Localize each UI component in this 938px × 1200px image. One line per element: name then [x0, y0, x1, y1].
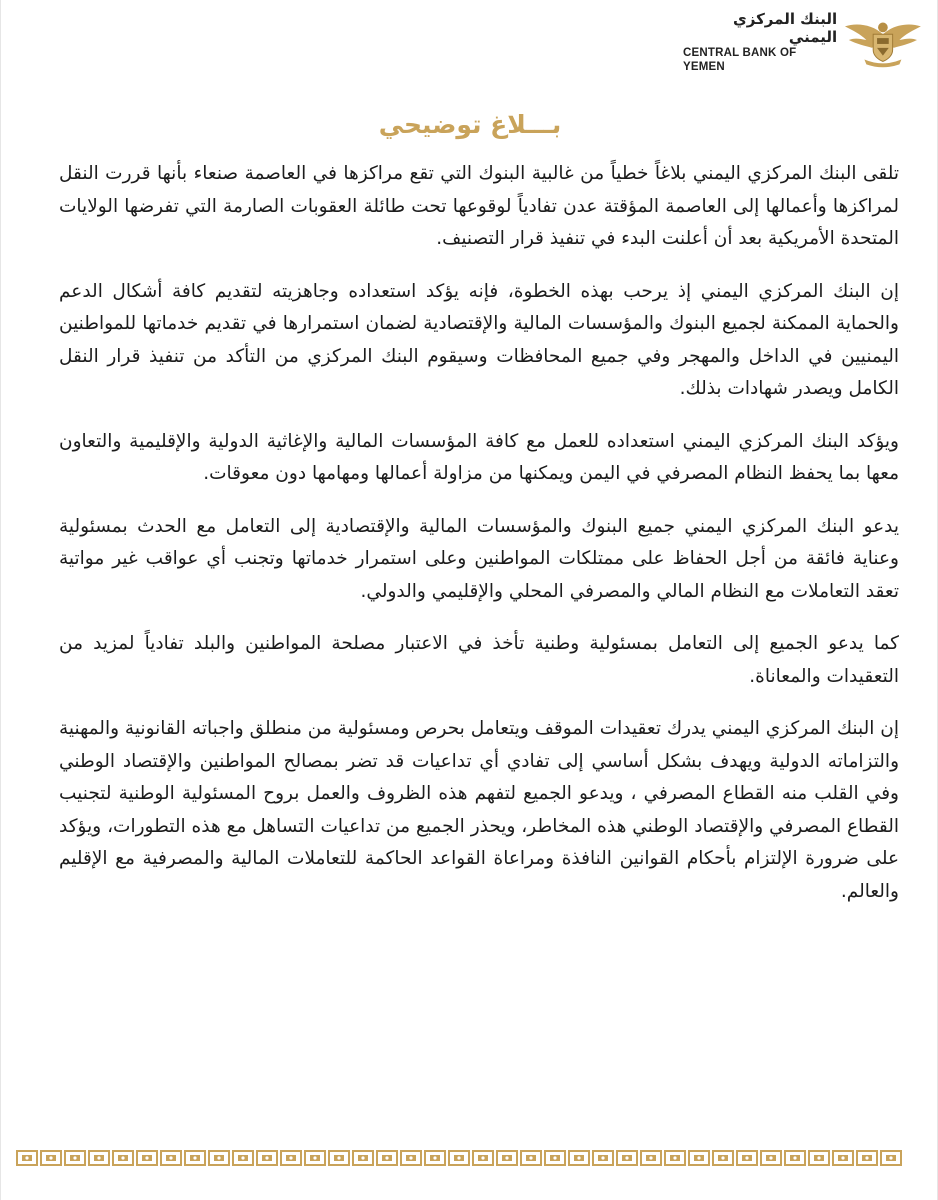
border-motif	[281, 1151, 301, 1165]
border-motif	[17, 1151, 37, 1165]
border-motif	[617, 1151, 637, 1165]
bank-name-english: CENTRAL BANK OF YEMEN	[683, 47, 797, 73]
border-motif	[257, 1151, 277, 1165]
document-body	[59, 158, 899, 928]
border-motif	[473, 1151, 493, 1165]
border-motif	[113, 1151, 133, 1165]
border-motif	[713, 1151, 733, 1165]
bank-name-arabic: البنك المركزي اليمني	[733, 10, 838, 46]
border-motif	[665, 1151, 685, 1165]
border-motif	[521, 1151, 541, 1165]
border-motif	[305, 1151, 325, 1165]
border-motif	[497, 1151, 517, 1165]
border-motif	[41, 1151, 61, 1165]
border-motif	[137, 1151, 157, 1165]
border-motif	[65, 1151, 85, 1165]
border-motif	[161, 1151, 181, 1165]
paragraph-3: ويؤكد البنك المركزي اليمني استعداده للعمل مع كافة المؤسسات المالية والإغاثية الدولية والإقليمية والتعاون معها بما يحفظ النظام المصرفي في اليمن ويمكنها من مزاولة أعمالها ومهامها دون معوقات.	[59, 430, 899, 484]
border-motif	[449, 1151, 469, 1165]
border-motif	[209, 1151, 229, 1165]
border-motif	[545, 1151, 565, 1165]
yemen-eagle-emblem-icon	[843, 16, 923, 68]
border-motif	[809, 1151, 829, 1165]
paragraph-1: تلقى البنك المركزي اليمني بلاغاً خطياً من غالبية البنوك التي تقع مراكزها في العاصمة صنعاء بأنها قررت النقل لمراكزها وأعمالها إلى العاصمة المؤقتة عدن تفادياً لوقوعها تحت طائلة العقوبات الصارمة التي تفرضها الولايات المتحدة الأمريكية بعد أن أعلنت البدء في تنفيذ قرار التصنيف.	[59, 163, 899, 249]
bank-logo-text	[683, 10, 837, 74]
border-motif	[785, 1151, 805, 1165]
border-motif	[377, 1151, 397, 1165]
border-motif	[401, 1151, 421, 1165]
border-motif	[569, 1151, 589, 1165]
border-motif	[425, 1151, 445, 1165]
border-motif	[89, 1151, 109, 1165]
ornamental-border-icon	[15, 1148, 925, 1168]
border-motif	[881, 1151, 901, 1165]
border-motif	[761, 1151, 781, 1165]
border-motif	[737, 1151, 757, 1165]
border-motif	[593, 1151, 613, 1165]
paragraph-5: كما يدعو الجميع إلى التعامل بمسئولية وطنية تأخذ في الاعتبار مصلحة المواطنين والبلد تفادياً لمزيد من التعقيدات والمعاناة.	[59, 633, 899, 687]
border-motif	[185, 1151, 205, 1165]
document-title: بـــلاغ توضيحي	[378, 110, 562, 139]
border-motif	[233, 1151, 253, 1165]
border-motif	[833, 1151, 853, 1165]
border-motif	[689, 1151, 709, 1165]
border-motif	[353, 1151, 373, 1165]
border-motif	[329, 1151, 349, 1165]
border-motif	[857, 1151, 877, 1165]
paragraph-6: إن البنك المركزي اليمني يدرك تعقيدات الموقف ويتعامل بحرص ومسئولية من منطلق واجباته القانونية والمهنية والتزاماته الدولية ويهدف بشكل أساسي إلى تفادي أي تداعيات قد تضر بمصالح المواطنين والإقتصاد الوطني وفي القلب منه القطاع المصرفي ، ويدعو الجميع لتفهم هذه الظروف والعمل بروح المسئولية الوطنية لتجنيب القطاع المصرفي والإقتصاد الوطني هذه المخاطر، ويحذر الجميع من تداعيات التساهل مع هذه التطورات، ويؤكد على ضرورة الإلتزام بأحكام القوانين النافذة ومراعاة القواعد الحاكمة للتعاملات المالية والمصرفية مع الإقليم والعالم.	[59, 718, 899, 902]
border-motif	[641, 1151, 661, 1165]
bank-logo	[683, 10, 923, 73]
paragraph-2: إن البنك المركزي اليمني إذ يرحب بهذه الخطوة، فإنه يؤكد استعداده وجاهزيته لتقديم كافة أشكال الدعم والحماية الممكنة لجميع البنوك والمؤسسات المالية والإقتصادية لضمان استمرارها في تقديم خدماتها للمواطنين اليمنيين في الداخل والمهجر وفي جميع المحافظات وسيقوم البنك المركزي من التأكد من تنفيذ قرار النقل الكامل ويصدر شهادات بذلك.	[59, 280, 899, 399]
paragraph-4: يدعو البنك المركزي اليمني جميع البنوك والمؤسسات المالية والإقتصادية إلى التعامل مع الحدث بمسئولية وعناية فائقة من أجل الحفاظ على ممتلكات المواطنين وعلى استمرار خدماتها وتجنب أي عواقب غير مواتية تعقد التعاملات مع النظام المالي والمصرفي المحلي والإقليمي والدولي.	[59, 515, 899, 602]
